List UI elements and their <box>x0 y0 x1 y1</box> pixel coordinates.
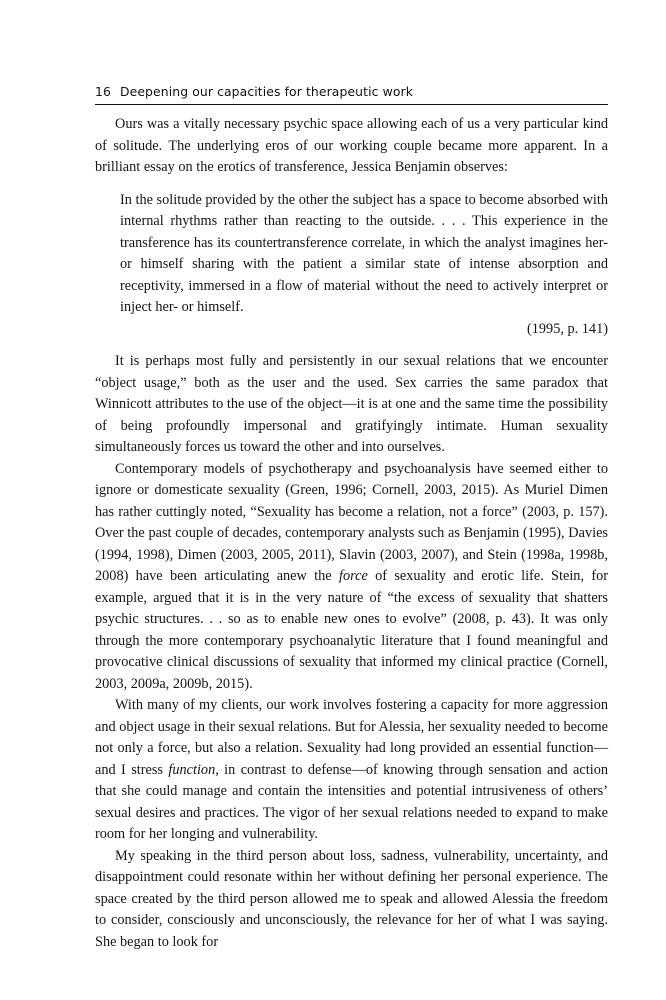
running-title: Deepening our capacities for therapeutic work <box>119 84 413 99</box>
header-rule <box>95 104 608 105</box>
running-head <box>95 84 608 99</box>
paragraph-3-part-a: Contemporary models of psychotherapy and psychoanalysis have seemed either to ignore or domesticate sexuality (Green, 1996; Cornell, 2003, 2015). As Muriel Dimen has rather cuttingly noted, “Sexuality has become a relation, not a force” (2003, p. 157). Over the past couple of decades, contemporary analysts such as Benjamin (1995), Davies (1994, 1998), Dimen (2003, 2005, 2011), Slavin (2003, 2007), and Stein (1998a, 1998b, 2008) have been articulating anew the <box>95 460 608 584</box>
emphasis-function: function <box>168 761 216 778</box>
paragraph-4-part-a: With many of my clients, our work involves fostering a capacity for more aggression and object usage in their sexual relations. But for Alessia, her sexuality needed to become not only a force, but also a relation. Sexuality had long provided an essential function—and I stress <box>95 697 608 778</box>
quote-citation: (1995, p. 141) <box>526 320 608 337</box>
paragraph-3-part-b: of sexuality and erotic life. Stein, for example, argued that it is in the very nature of “the excess of sexuality that shatters psychic structures. . . so as to enable new ones to evolve” (2008, p. 43). It was only through the more contemporary psychoanalytic literature that I found meaningful and provocative clinical discussions of sexuality that informed my clinical practice (Cornell, 2003, 2009a, 2009b, 2015). <box>95 568 609 692</box>
emphasis-force: force <box>338 568 368 584</box>
paragraph-3 <box>95 459 608 696</box>
paragraph-1: Ours was a vitally necessary psychic space allowing each of us a very particular kind of solitude. The underlying eros of our working couple became more apparent. In a brilliant essay on the erotics of transference, Jessica Benjamin observes: <box>95 116 608 175</box>
body-text <box>95 114 608 953</box>
page-number: 16 <box>95 84 111 99</box>
paragraph-4-part-b: , in contrast to defense—of knowing through sensation and action that she could manage and contain the intensities and potential intrusiveness of others’ sexual desires and practices. The vigor of her sexual relations needed to expand to make room for her longing and vulnerability. <box>95 761 608 842</box>
paragraph-2: It is perhaps most fully and persistently in our sexual relations that we encounter “object usage,” both as the user and the used. Sex carries the same paradox that Winnicott attributes to the use of the object—it is at one and the same time the possibility of being profoundly impersonal and gratifyingly intimate. Human sexuality simultaneously forces us toward the other and into ourselves. <box>95 353 608 455</box>
block-quote-text: In the solitude provided by the other the subject has a space to become absorbed with internal rhythms rather than reacting to the outside. . . . This experience in the transference has its countertransference correlate, in which the analyst imagines her- or himself sharing with the patient a similar state of intense absorption and receptivity, immersed in a flow of material without the need to actively interpret or inject her- or himself. <box>120 191 608 315</box>
block-quote <box>120 190 608 341</box>
paragraph-4 <box>95 695 608 846</box>
paragraph-5: My speaking in the third person about loss, sadness, vulnerability, uncertainty, and disappointment could resonate within her without defining her personal experience. The space created by the third person allowed me to speak and allowed Alessia the freedom to consider, consciously and unconsciously, the relevance for her of what I was saying. She began to look for <box>95 847 608 950</box>
